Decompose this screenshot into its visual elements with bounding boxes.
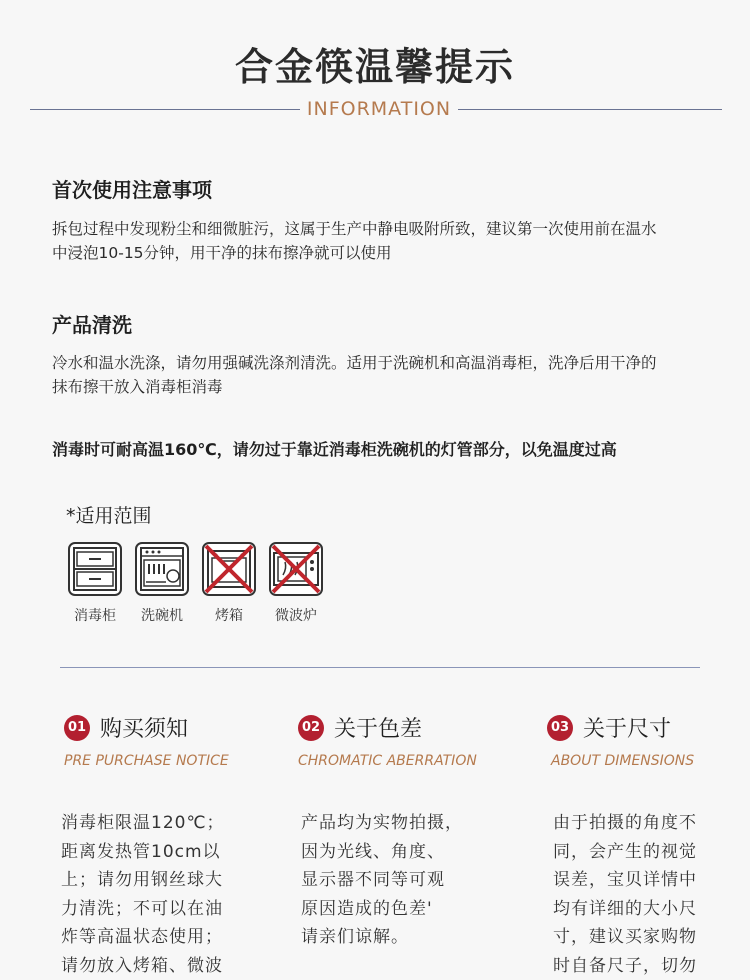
- notice-purchase-body: [61, 809, 225, 980]
- notice-line: 误差，宝贝详情中: [553, 866, 697, 895]
- number-badge: 01: [64, 715, 90, 741]
- notice-line: 寸，建议买家购物: [553, 923, 697, 952]
- notice-chromatic-body: [301, 809, 463, 952]
- notice-line: 请勿放入烤箱、微波: [61, 952, 225, 980]
- notice-dimensions: [547, 712, 750, 769]
- divider-line-left: [30, 109, 300, 110]
- notice-line: 请亲们谅解。: [301, 923, 463, 952]
- notice-line: 同，会产生的视觉: [553, 838, 697, 867]
- first-use-heading: 首次使用注意事项: [52, 174, 212, 203]
- notice-line: 原因造成的色差': [301, 895, 463, 924]
- notice-title: 关于色差: [334, 712, 422, 743]
- notice-line: 上；请勿用钢丝球大: [61, 866, 225, 895]
- number-badge: 02: [298, 715, 324, 741]
- notice-purchase: [64, 712, 274, 769]
- number-badge: 03: [547, 715, 573, 741]
- notice-line: 力清洗；不可以在油: [61, 895, 225, 924]
- information-label: INFORMATION: [300, 98, 458, 120]
- notice-title: 购买须知: [100, 712, 188, 743]
- cleaning-heading: 产品清洗: [52, 309, 132, 338]
- notice-title: 关于尺寸: [583, 712, 671, 743]
- notice-line: 产品均为实物拍摄，: [301, 809, 463, 838]
- notice-line: 距离发热管10cm以: [61, 838, 225, 867]
- notice-chromatic: [298, 712, 508, 769]
- cleaning-text: [52, 351, 712, 399]
- first-use-text: [52, 217, 712, 265]
- section-divider: [60, 667, 700, 668]
- notice-line: 均有详细的大小尺: [553, 895, 697, 924]
- notice-line: 显示器不同等可观: [301, 866, 463, 895]
- notice-subtitle: ABOUT DIMENSIONS: [551, 753, 750, 769]
- notice-line: 由于拍摄的角度不: [553, 809, 697, 838]
- oven-icon: [202, 542, 256, 596]
- notice-subtitle: CHROMATIC ABERRATION: [298, 753, 508, 769]
- scope-label-microwave: 微波炉: [261, 605, 331, 625]
- temperature-warning: 消毒时可耐高温160℃，请勿过于靠近消毒柜洗碗机的灯管部分，以免温度过高: [52, 437, 617, 460]
- page-title: 合金筷温馨提示: [0, 36, 750, 91]
- scope-label-sterilizer: 消毒柜: [60, 605, 130, 625]
- microwave-icon: [269, 542, 323, 596]
- scope-label-oven: 烤箱: [194, 605, 264, 625]
- scope-title: *适用范围: [66, 501, 152, 528]
- notice-line: 时自备尺子，切勿: [553, 952, 697, 980]
- notice-line: 消毒柜限温120℃；: [61, 809, 225, 838]
- notice-dimensions-body: [553, 809, 697, 980]
- dishwasher-icon: [135, 542, 189, 596]
- notice-line: 因为光线、角度、: [301, 838, 463, 867]
- first-use-line: 拆包过程中发现粉尘和细微脏污，这属于生产中静电吸附所致，建议第一次使用前在温水: [52, 217, 712, 241]
- cleaning-line: 抹布擦干放入消毒柜消毒: [52, 375, 712, 399]
- cleaning-line: 冷水和温水洗涤，请勿用强碱洗涤剂清洗。适用于洗碗机和高温消毒柜，洗净后用干净的: [52, 351, 712, 375]
- information-divider: [30, 96, 722, 124]
- notice-subtitle: PRE PURCHASE NOTICE: [64, 753, 274, 769]
- notice-line: 炸等高温状态使用；: [61, 923, 225, 952]
- sterilizer-cabinet-icon: [68, 542, 122, 596]
- divider-line-right: [458, 109, 722, 110]
- first-use-line: 中浸泡10-15分钟，用干净的抹布擦净就可以使用: [52, 241, 712, 265]
- scope-label-dishwasher: 洗碗机: [127, 605, 197, 625]
